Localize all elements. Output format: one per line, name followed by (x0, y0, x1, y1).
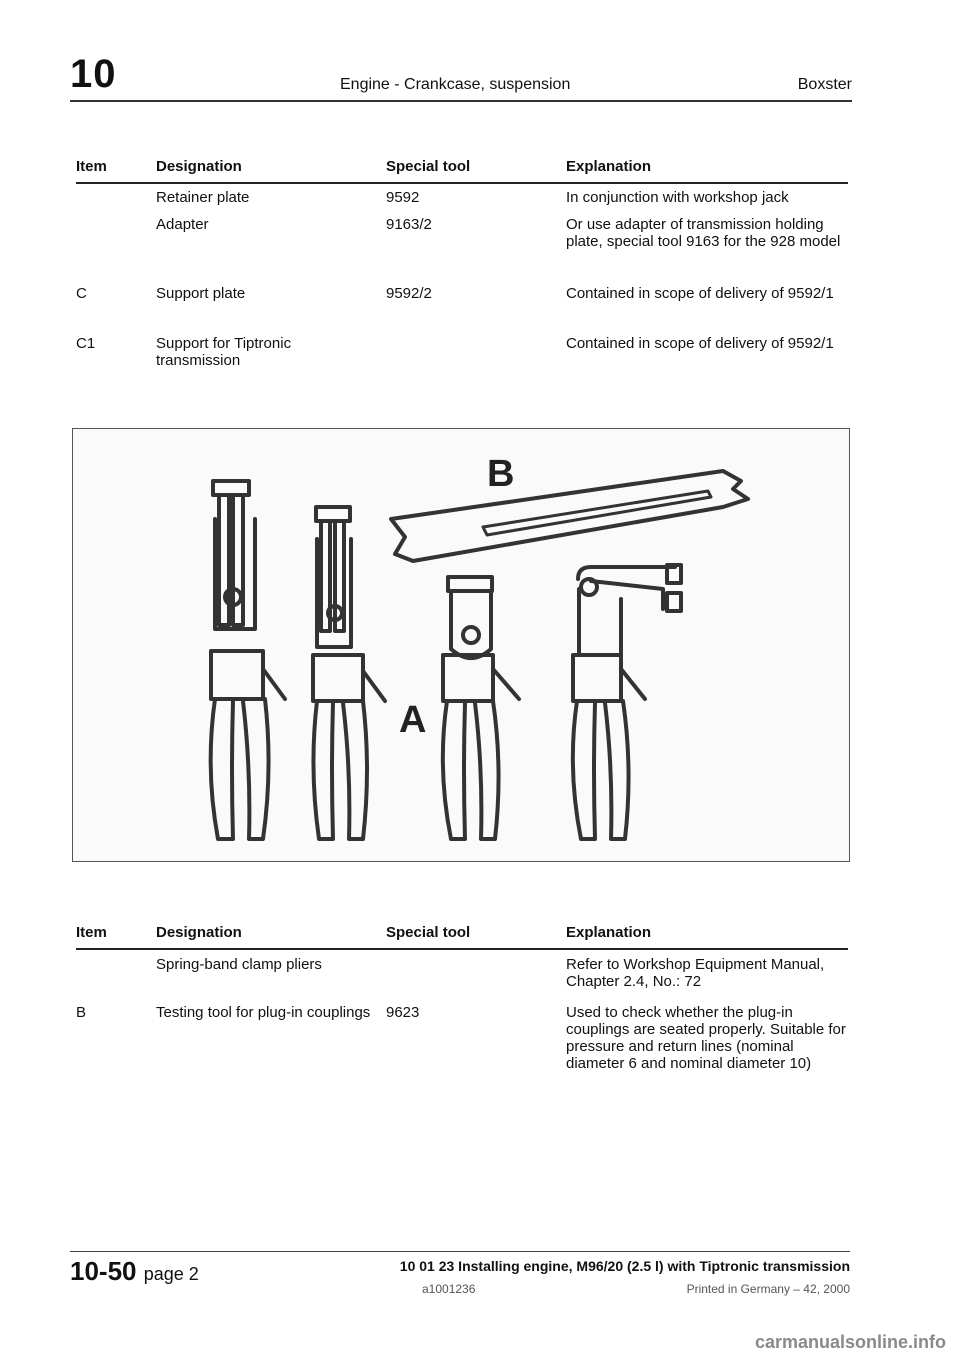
table-row-tool: 9623 (386, 1004, 420, 1021)
table-row-designation: Retainer plate (156, 189, 250, 206)
plier-3-drawing (443, 577, 519, 839)
table-row-explanation: Or use adapter of transmission holding plate, special tool 9163 for the 928 model (566, 216, 841, 250)
table-row-designation: Spring-band clamp pliers (156, 956, 322, 973)
col-header-designation: Designation (156, 158, 242, 175)
table-row-designation: Support for Tiptronic transmission (156, 335, 292, 369)
table-row-explanation: Contained in scope of delivery of 9592/1 (566, 335, 834, 352)
page-header (70, 52, 852, 100)
table-rule (76, 182, 848, 184)
document-code: a1001236 (422, 1282, 476, 1296)
section-title: Engine - Crankcase, suspension (340, 76, 571, 93)
model-name: Boxster (797, 76, 852, 93)
table-rule (76, 948, 848, 950)
tools-table-2 (76, 924, 848, 1094)
col-header-item: Item (76, 158, 107, 175)
table-row-designation: Adapter (156, 216, 209, 233)
col-header-special-tool: Special tool (386, 158, 471, 175)
watermark: carmanualsonline.info (754, 1332, 946, 1352)
table-row-explanation: Refer to Workshop Equipment Manual, Chapter 2.4, No.: 72 (566, 956, 825, 990)
label-a: A (399, 699, 427, 741)
col-header-designation: Designation (156, 924, 242, 941)
plier-2-drawing (313, 507, 385, 839)
table-row-explanation: In conjunction with workshop jack (566, 189, 789, 206)
tools-illustration (72, 428, 850, 862)
page-word: page 2 (143, 1264, 199, 1284)
col-header-explanation: Explanation (566, 158, 652, 175)
col-header-explanation: Explanation (566, 924, 652, 941)
table-row-item: C1 (76, 335, 96, 352)
table-row-item: C (76, 285, 87, 302)
table-row-item: B (76, 1004, 87, 1021)
col-header-special-tool: Special tool (386, 924, 471, 941)
table-row-designation: Support plate (156, 285, 246, 302)
header-rule (70, 100, 852, 102)
plier-4-drawing (573, 565, 681, 839)
footer-rule (70, 1251, 850, 1252)
tools-table-1 (76, 158, 848, 398)
table-row-tool: 9592 (386, 189, 420, 206)
label-b: B (487, 453, 515, 495)
page-number-value: 10-50 (70, 1256, 137, 1286)
table-row-explanation: Contained in scope of delivery of 9592/1 (566, 285, 834, 302)
table-row-tool: 9592/2 (386, 285, 432, 302)
section-number: 10 (70, 52, 117, 96)
col-header-item: Item (76, 924, 107, 941)
plier-1-drawing (211, 481, 285, 839)
document-title: 10 01 23 Installing engine, M96/20 (2.5 l) with Tiptronic transmission (399, 1258, 850, 1274)
testing-tool-drawing (391, 471, 748, 561)
page-number (70, 1256, 199, 1287)
printed-note: Printed in Germany – 42, 2000 (686, 1282, 850, 1296)
table-row-designation: Testing tool for plug-in couplings (156, 1004, 371, 1021)
pliers-and-testing-tool-drawing (73, 429, 849, 861)
table-row-tool: 9163/2 (386, 216, 432, 233)
table-row-explanation: Used to check whether the plug-in couplings are seated properly. Suitable for pressure and return lines (nominal diameter 6 and nominal diameter 10) (566, 1004, 846, 1072)
